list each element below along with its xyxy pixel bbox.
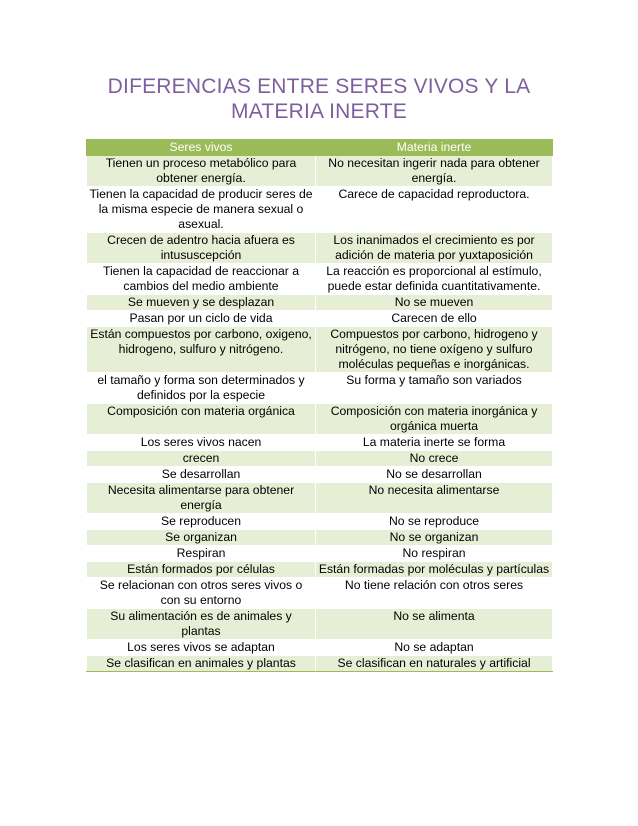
table-row: [87, 609, 553, 640]
cell-seres-vivos: Se clasifican en animales y plantas: [87, 656, 316, 672]
cell-materia-inerte: No se adaptan: [316, 640, 553, 656]
table-row: [87, 311, 553, 327]
table-row: [87, 187, 553, 233]
cell-seres-vivos: Los seres vivos nacen: [87, 435, 316, 451]
cell-seres-vivos: Crecen de adentro hacia afuera es intususcepción: [87, 233, 316, 264]
cell-seres-vivos: Tienen la capacidad de reaccionar a cambios del medio ambiente: [87, 264, 316, 295]
table-row: [87, 514, 553, 530]
table-row: [87, 530, 553, 546]
header-seres-vivos: Seres vivos: [87, 140, 316, 156]
table-row: [87, 295, 553, 311]
cell-seres-vivos: el tamaño y forma son determinados y definidos por la especie: [87, 373, 316, 404]
cell-seres-vivos: Se organizan: [87, 530, 316, 546]
cell-materia-inerte: No se desarrollan: [316, 467, 553, 483]
cell-materia-inerte: Compuestos por carbono, hidrogeno y nitrógeno, no tiene oxígeno y sulfuro moléculas pequeñas e inorgánicas.: [316, 327, 553, 373]
cell-materia-inerte: La materia inerte se forma: [316, 435, 553, 451]
cell-materia-inerte: No se mueven: [316, 295, 553, 311]
cell-materia-inerte: Carecen de ello: [316, 311, 553, 327]
table-row: [87, 467, 553, 483]
cell-materia-inerte: No necesita alimentarse: [316, 483, 553, 514]
cell-seres-vivos: Composición con materia orgánica: [87, 404, 316, 435]
cell-materia-inerte: Los inanimados el crecimiento es por adición de materia por yuxtaposición: [316, 233, 553, 264]
cell-materia-inerte: No respiran: [316, 546, 553, 562]
cell-materia-inerte: No crece: [316, 451, 553, 467]
cell-materia-inerte: No necesitan ingerir nada para obtener energía.: [316, 156, 553, 187]
cell-seres-vivos: Se desarrollan: [87, 467, 316, 483]
table-header-row: [87, 140, 553, 156]
document-title-line-1: DIFERENCIAS ENTRE SERES VIVOS Y LA: [107, 75, 531, 98]
table-row: [87, 656, 553, 672]
table-row: [87, 404, 553, 435]
table-row: [87, 264, 553, 295]
cell-materia-inerte: Composición con materia inorgánica y orgánica muerta: [316, 404, 553, 435]
cell-materia-inerte: La reacción es proporcional al estímulo, puede estar definida cuantitativamente.: [316, 264, 553, 295]
cell-materia-inerte: No se alimenta: [316, 609, 553, 640]
cell-materia-inerte: Su forma y tamaño son variados: [316, 373, 553, 404]
cell-seres-vivos: Necesita alimentarse para obtener energía: [87, 483, 316, 514]
cell-seres-vivos: crecen: [87, 451, 316, 467]
cell-materia-inerte: No tiene relación con otros seres: [316, 578, 553, 609]
table-row: [87, 483, 553, 514]
cell-seres-vivos: Están compuestos por carbono, oxigeno, hidrogeno, sulfuro y nitrógeno.: [87, 327, 316, 373]
table-row: [87, 578, 553, 609]
cell-materia-inerte: No se reproduce: [316, 514, 553, 530]
table-row: [87, 327, 553, 373]
table-row: [87, 373, 553, 404]
table-row: [87, 546, 553, 562]
cell-seres-vivos: Están formados por células: [87, 562, 316, 578]
cell-materia-inerte: Carece de capacidad reproductora.: [316, 187, 553, 233]
cell-seres-vivos: Se relacionan con otros seres vivos o con su entorno: [87, 578, 316, 609]
table-row: [87, 233, 553, 264]
cell-materia-inerte: No se organizan: [316, 530, 553, 546]
cell-seres-vivos: Pasan por un ciclo de vida: [87, 311, 316, 327]
document-title: [86, 74, 552, 124]
cell-seres-vivos: Respiran: [87, 546, 316, 562]
cell-materia-inerte: Se clasifican en naturales y artificial: [316, 656, 553, 672]
cell-seres-vivos: Su alimentación es de animales y plantas: [87, 609, 316, 640]
table-row: [87, 640, 553, 656]
cell-seres-vivos: Tienen un proceso metabólico para obtener energía.: [87, 156, 316, 187]
cell-materia-inerte: Están formadas por moléculas y partículas: [316, 562, 553, 578]
cell-seres-vivos: Tienen la capacidad de producir seres de la misma especie de manera sexual o asexual.: [87, 187, 316, 233]
table-body: [87, 156, 553, 672]
header-materia-inerte: Materia inerte: [316, 140, 553, 156]
cell-seres-vivos: Los seres vivos se adaptan: [87, 640, 316, 656]
document-title-line-2: MATERIA INERTE: [231, 100, 407, 123]
table-row: [87, 451, 553, 467]
cell-seres-vivos: Se mueven y se desplazan: [87, 295, 316, 311]
comparison-table: [86, 139, 553, 672]
table-row: [87, 156, 553, 187]
table-row: [87, 435, 553, 451]
table-row: [87, 562, 553, 578]
cell-seres-vivos: Se reproducen: [87, 514, 316, 530]
